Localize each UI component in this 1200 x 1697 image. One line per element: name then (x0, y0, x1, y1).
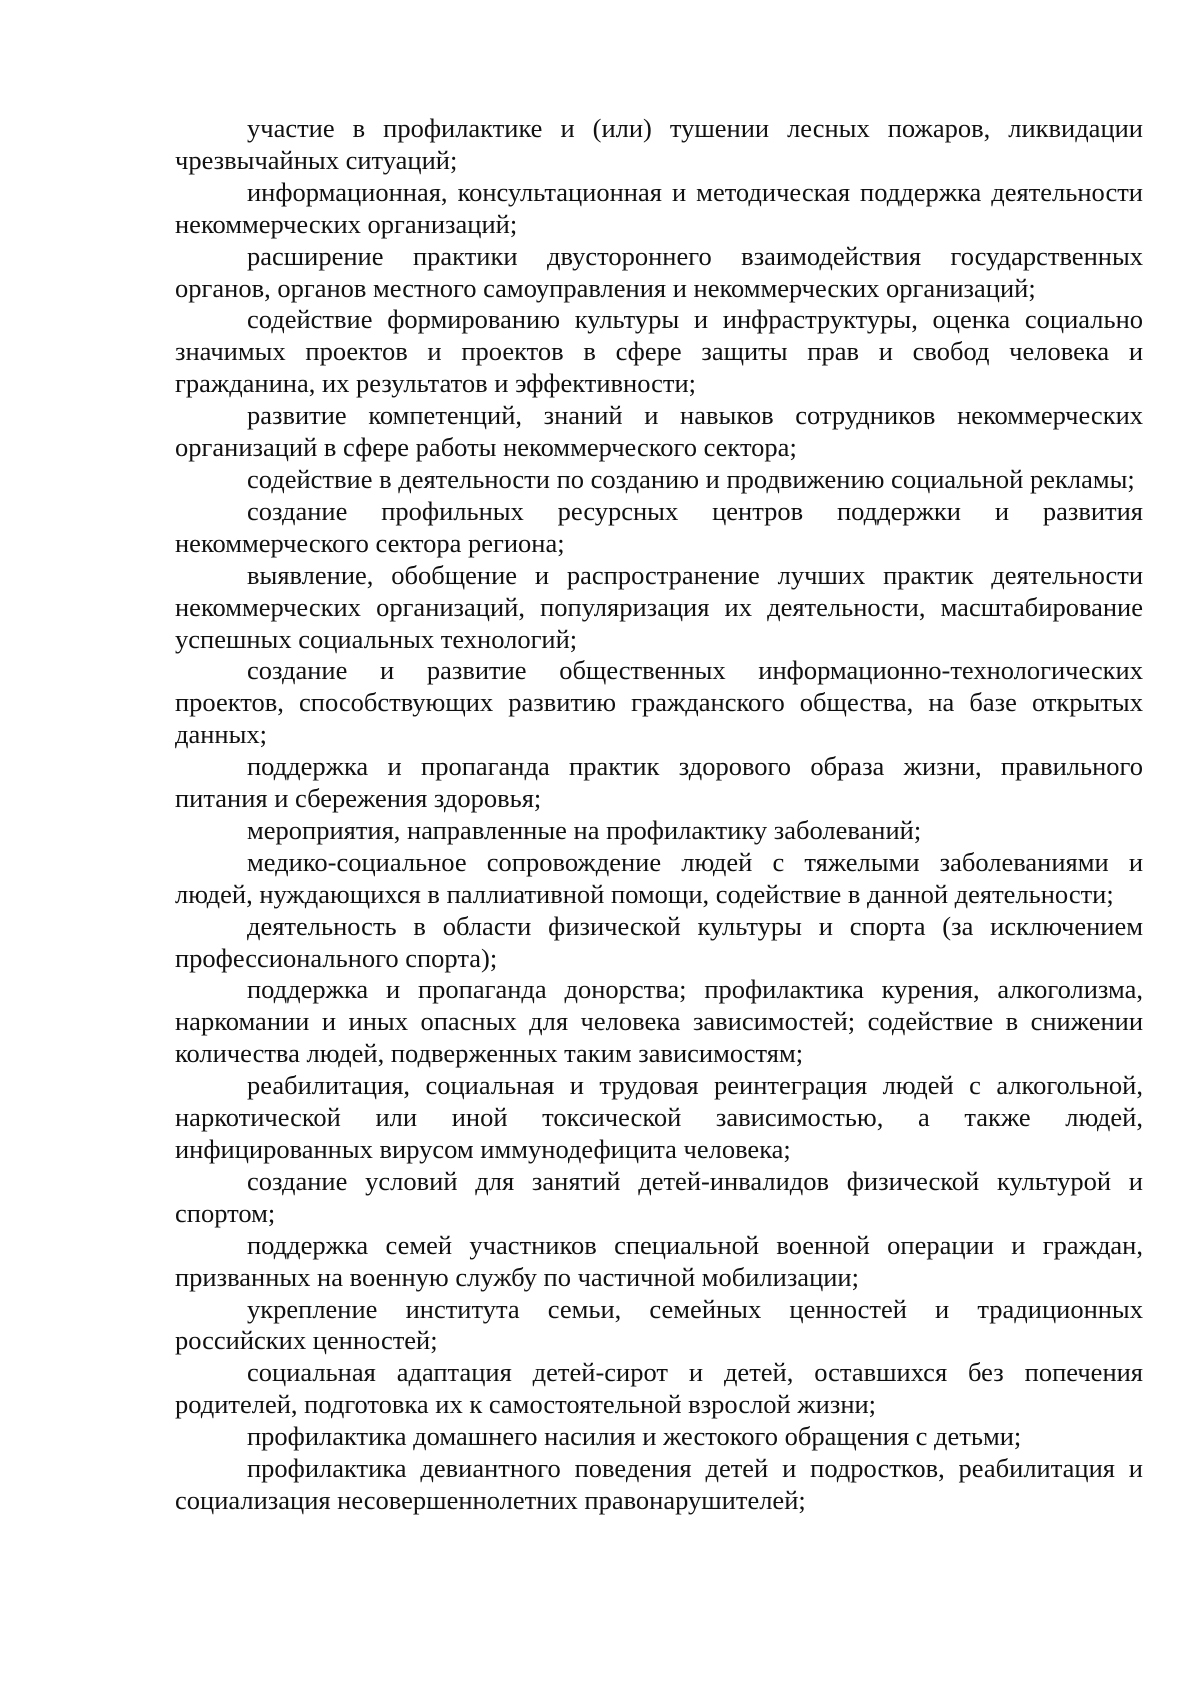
list-item: поддержка и пропаганда практик здорового образа жизни, правильного питания и сбережения здоровья; (175, 751, 1143, 814)
list-item: расширение практики двустороннего взаимодействия государственных органов, органов местного самоуправления и некоммерческих организаций; (175, 240, 1143, 303)
list-item: содействие в деятельности по созданию и продвижению социальной рекламы; (247, 463, 1135, 494)
list-item: информационная, консультационная и методическая поддержка деятельности некоммерческих организаций; (175, 176, 1143, 239)
list-item: социальная адаптация детей-сирот и детей, оставшихся без попечения родителей, подготовка их к самостоятельной взрослой жизни; (175, 1357, 1143, 1420)
list-item: развитие компетенций, знаний и навыков сотрудников некоммерческих организаций в сфере работы некоммерческого сектора; (175, 400, 1143, 463)
list-item: профилактика домашнего насилия и жестокого обращения с детьми; (247, 1421, 1022, 1452)
list-item: поддержка семей участников специальной военной операции и граждан, призванных на военную службу по частичной мобилизации; (175, 1229, 1143, 1292)
list-item: выявление, обобщение и распространение лучших практик деятельности некоммерческих организаций, популяризация их деятельности, масштабирование успешных социальных технологий; (175, 559, 1143, 654)
list-item: создание условий для занятий детей-инвалидов физической культурой и спортом; (175, 1165, 1143, 1228)
list-item: профилактика девиантного поведения детей и подростков, реабилитация и социализация несовершеннолетних правонарушителей; (175, 1453, 1143, 1515)
list-item: участие в профилактике и (или) тушении лесных пожаров, ликвидации чрезвычайных ситуаций; (175, 113, 1143, 175)
list-item: содействие формированию культуры и инфраструктуры, оценка социально значимых проектов и проектов в сфере защиты прав и свобод человека и гражданина, их результатов и эффективности; (175, 304, 1143, 399)
document-body (175, 113, 1143, 1517)
list-item: реабилитация, социальная и трудовая реинтеграция людей с алкогольной, наркотической или иной токсической зависимостью, а также людей, инфицированных вирусом иммунодефицита человека; (175, 1070, 1143, 1164)
list-item: поддержка и пропаганда донорства; профилактика курения, алкоголизма, наркомании и иных опасных для человека зависимостей; содействие в снижении количества людей, подверженных таким зависимостям; (175, 974, 1143, 1069)
list-item: медико-социальное сопровождение людей с тяжелыми заболеваниями и людей, нуждающихся в паллиативной помощи, содействие в данной деятельности; (175, 846, 1143, 909)
list-item: укрепление института семьи, семейных ценностей и традиционных российских ценностей; (175, 1293, 1143, 1356)
list-item: создание профильных ресурсных центров поддержки и развития некоммерческого сектора региона; (175, 495, 1143, 558)
list-item: создание и развитие общественных информационно-технологических проектов, способствующих развитию гражданского общества, на базе открытых данных; (175, 655, 1143, 750)
list-item: мероприятия, направленные на профилактику заболеваний; (247, 814, 922, 845)
list-item: деятельность в области физической культуры и спорта (за исключением профессионального спорта); (175, 910, 1143, 973)
